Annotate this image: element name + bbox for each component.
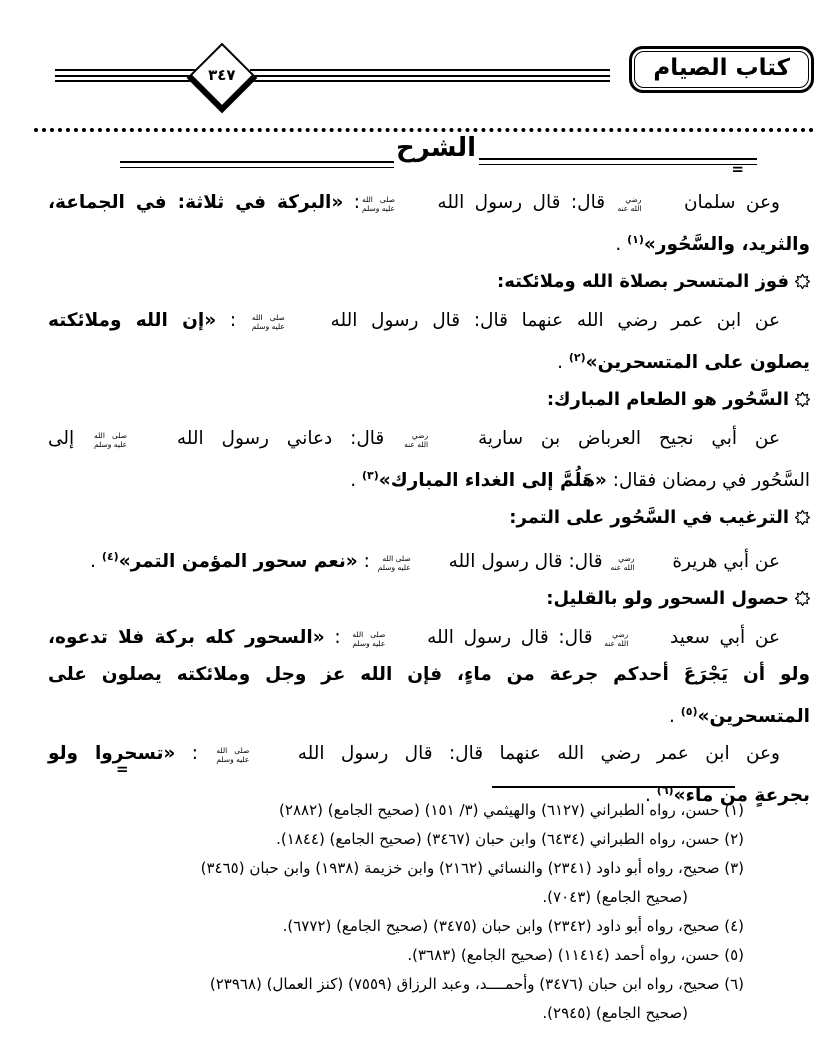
hadith-quote: «هَلُمَّ إلى الغداء المبارك»: [378, 470, 607, 491]
star-bullet-icon: [795, 383, 810, 420]
footnote-line: (٣) صحيح، رواه أبو داود (٢٣٤١) والنسائي (٢١٦٢) وابن خزيمة (١٩٣٨) وابن حبان (٣٤٦٥): [200, 859, 744, 877]
paragraph-line: [48, 693, 810, 735]
footnote-line: (صحيح الجامع) (٢٩٤٥).: [542, 1004, 688, 1022]
narration-text: قال: قال رسول الله: [417, 627, 603, 648]
footnote-ref: (١): [627, 233, 644, 246]
footnote-separator: [492, 786, 735, 788]
hadith-quote: يصلون على المتسحرين»: [585, 352, 810, 373]
narration-text: :: [357, 551, 376, 572]
paragraph-line: [48, 457, 810, 499]
narration-text: .: [350, 470, 362, 491]
paragraph-line: [48, 656, 810, 693]
heading-text: السَّحُور هو الطعام المبارك:: [546, 389, 789, 410]
narration-text: .: [668, 706, 681, 727]
narration-text: قال: دعاني رسول الله: [159, 428, 403, 449]
book-title: كتاب الصيام: [634, 51, 809, 88]
header-rule-left: [55, 69, 197, 82]
section-heading: [48, 263, 810, 302]
hadith-quote: «تسحروا ولو: [48, 743, 176, 764]
paragraph-line: [48, 221, 810, 263]
section-title: الشرح: [395, 133, 477, 163]
star-bullet-icon: [795, 582, 810, 619]
footnote-line: (٢) حسن، رواه الطبراني (٦٤٣٤) وابن حبان (٣٤٦٧) (صحيح الجامع) (١٨٤٤).: [276, 830, 744, 848]
narration-text: وعن ابن عمر رضي الله عنهما قال: قال رسول الله: [281, 743, 780, 764]
hadith-quote: المتسحرين»: [697, 706, 810, 727]
narration-text: السَّحُور في رمضان فقال:: [606, 470, 810, 491]
narration-text: .: [615, 234, 628, 255]
page-number: ٣٤٧: [208, 66, 236, 85]
footnotes: [20, 796, 744, 1028]
footnote-ref: (٤): [101, 550, 119, 563]
footnote-ref: (٥): [680, 705, 698, 718]
hadith-quote: والثريد، والسَّحُور»: [643, 234, 810, 255]
narration-text: :: [175, 743, 215, 764]
radi-honorific-icon: رضي الله عنه: [610, 554, 635, 572]
page-number-diamond: [187, 43, 258, 114]
section-heading: [48, 381, 810, 420]
footnote-line: (٤) صحيح، رواه أبو داود (٢٣٤٢) وابن حبان (٣٤٧٥) (صحيح الجامع) (٦٧٧٢).: [282, 917, 744, 935]
header-rule-right: [250, 69, 610, 82]
paragraph-line: [48, 302, 810, 339]
narration-text: إلى: [48, 428, 93, 449]
hadith-quote: «السحور كله بركة فلا تدعوه،: [48, 627, 325, 648]
paragraph-line: [48, 619, 810, 656]
salla-honorific-icon: صلى الله عليه وسلم: [352, 630, 386, 648]
narration-text: .: [557, 352, 569, 373]
footnote-line: (٦) صحيح، رواه ابن حبان (٣٤٧٦) وأحمــــد، وعبد الرزاق (٧٥٥٩) (كنز العمال) (٢٣٩٦٨): [209, 975, 744, 993]
continuation-marker-top: =: [731, 160, 744, 178]
dotted-rule: [34, 128, 814, 132]
section-rule-right: [479, 158, 757, 165]
paragraph-line: [48, 420, 810, 457]
narration-text: عن أبي هريرة: [666, 551, 780, 572]
paragraph-line: [48, 735, 810, 772]
star-bullet-icon: [795, 265, 810, 302]
salla-honorific-icon: صلى الله عليه وسلم: [251, 313, 285, 331]
narration-text: قال: قال رسول الله: [442, 551, 609, 572]
hadith-quote: بجرعةٍ من ماء»: [673, 785, 810, 806]
section-heading: [48, 499, 810, 538]
footnote-ref: (٣): [361, 469, 379, 482]
paragraph-line: [48, 184, 810, 221]
heading-text: فوز المتسحر بصلاة الله وملائكته:: [497, 271, 789, 292]
paragraph-line: [48, 538, 810, 580]
narration-text: .: [90, 551, 102, 572]
salla-honorific-icon: صلى الله عليه وسلم: [94, 431, 128, 449]
salla-honorific-icon: صلى الله عليه وسلم: [361, 195, 395, 213]
heading-text: حصول السحور ولو بالقليل:: [546, 588, 789, 609]
narration-text: قال: قال رسول الله: [427, 192, 616, 213]
salla-honorific-icon: صلى الله عليه وسلم: [377, 554, 411, 572]
star-bullet-icon: [795, 501, 810, 538]
hadith-quote: ولو أن يَجْرَعَ أحدكم جرعة من ماءٍ، فإن الله عز وجل وملائكته يصلون على: [48, 664, 810, 685]
hadith-quote: «البركة في ثلاثة: في الجماعة،: [48, 192, 344, 213]
radi-honorific-icon: رضي الله عنه: [604, 630, 629, 648]
footnote-line: (٥) حسن، رواه أحمد (١١٤١٤) (صحيح الجامع) (٣٦٨٣).: [407, 946, 744, 964]
narration-text: .: [645, 785, 657, 806]
salla-honorific-icon: صلى الله عليه وسلم: [216, 746, 250, 764]
body-text: [48, 184, 810, 814]
narration-text: :: [343, 192, 360, 213]
hadith-quote: «إن الله وملائكته: [48, 310, 217, 331]
narration-text: عن ابن عمر رضي الله عنهما قال: قال رسول الله: [316, 310, 781, 331]
section-heading: [48, 580, 810, 619]
narration-text: :: [216, 310, 250, 331]
footnote-line: (١) حسن، رواه الطبراني (٦١٢٧) والهيثمي (٣/ ١٥١) (صحيح الجامع) (٢٨٨٢): [279, 801, 744, 819]
radi-honorific-icon: رضي الله عنه: [404, 431, 429, 449]
footnote-ref: (٦): [656, 784, 674, 797]
book-title-box: [629, 46, 814, 93]
footnote-ref: (٢): [568, 351, 586, 364]
heading-text: الترغيب في السَّحُور على التمر:: [509, 507, 789, 528]
narration-text: وعن سلمان: [673, 192, 780, 213]
narration-text: عن أبي سعيد: [660, 627, 781, 648]
hadith-quote: «نعم سحور المؤمن التمر»: [118, 551, 358, 572]
radi-honorific-icon: رضي الله عنه: [617, 195, 642, 213]
narration-text: :: [324, 627, 351, 648]
narration-text: عن أبي نجيح العرباض بن سارية: [460, 428, 780, 449]
continuation-marker-bottom: =: [116, 760, 129, 778]
paragraph-line: [48, 339, 810, 381]
section-rule-left: [120, 161, 394, 168]
footnote-line: (صحيح الجامع) (٧٠٤٣).: [542, 888, 688, 906]
